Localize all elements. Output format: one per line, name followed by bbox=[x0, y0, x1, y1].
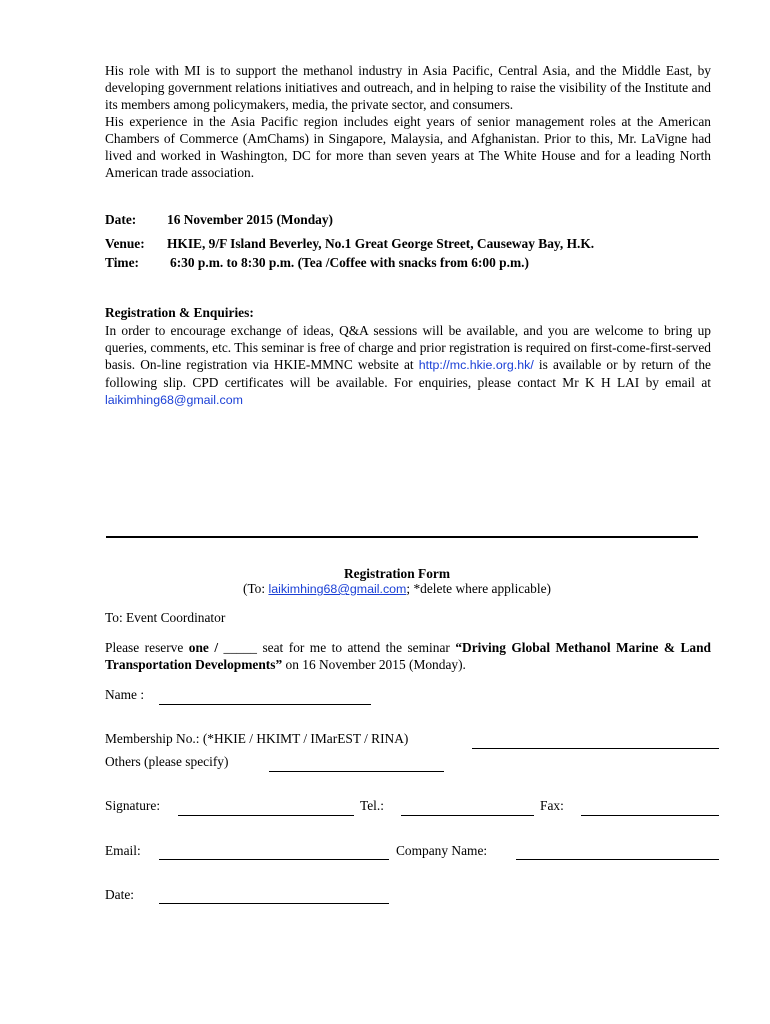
registration-heading: Registration & Enquiries: bbox=[105, 305, 254, 320]
cut-line-divider bbox=[106, 536, 698, 538]
company-name-field[interactable] bbox=[516, 859, 719, 860]
reserve-one: one / bbox=[188, 640, 219, 655]
seminar-title: “Driving Global Methanol Marine & Land Transportation Developments” bbox=[105, 640, 711, 672]
signature-field[interactable] bbox=[178, 815, 354, 816]
venue-value: HKIE, 9/F Island Beverley, No.1 Great George Street, Causeway Bay, H.K. bbox=[167, 236, 595, 251]
reserve-suffix: on 16 November 2015 (Monday). bbox=[282, 657, 466, 672]
fax-label: Fax: bbox=[540, 798, 564, 813]
form-to-suffix: ; *delete where applicable) bbox=[406, 581, 551, 596]
reserve-middle: seat for me to attend the seminar bbox=[257, 640, 456, 655]
reserve-prefix: Please reserve bbox=[105, 640, 189, 655]
others-field[interactable] bbox=[269, 771, 444, 772]
company-label: Company Name: bbox=[396, 843, 488, 858]
form-date-field[interactable] bbox=[159, 903, 389, 904]
coordinator-line: To: Event Coordinator bbox=[105, 610, 226, 625]
registration-text: In order to encourage exchange of ideas, Q&A sessions will be available, and you are welcome to bring up queries, comments, etc. This seminar is free of charge and prior registration is required on first-come-first-served basis. On-line registration via HKIE-MMNC website at bbox=[105, 323, 711, 372]
form-title: Registration Form bbox=[344, 566, 450, 581]
date-value: 16 November 2015 (Monday) bbox=[167, 212, 334, 227]
fax-field[interactable] bbox=[581, 815, 719, 816]
intro-paragraph-1: His role with MI is to support the methanol industry in Asia Pacific, Central Asia, and the Middle East, by developing government relations initiatives and outreach, and in helping to raise the visibility of the Institute and its members among policymakers, media, the private sector, and consumers. bbox=[105, 63, 711, 112]
registration-url-link[interactable]: http://mc.hkie.org.hk/ bbox=[418, 358, 534, 372]
email-label: Email: bbox=[105, 843, 141, 858]
time-value: 6:30 p.m. to 8:30 p.m. (Tea /Coffee with snacks from 6:00 p.m.) bbox=[170, 255, 529, 270]
registration-paragraph bbox=[105, 322, 711, 409]
tel-label: Tel.: bbox=[360, 798, 384, 813]
email-field[interactable] bbox=[159, 859, 389, 860]
signature-label: Signature: bbox=[105, 798, 161, 813]
registration-text-2: is available or by return of the following slip. CPD certificates will be available. For enquiries, please contact Mr K H LAI by email at bbox=[105, 357, 711, 390]
name-label: Name : bbox=[105, 687, 145, 702]
form-email-link[interactable]: laikimhing68@gmail.com bbox=[268, 582, 407, 596]
date-label: Date: bbox=[105, 212, 137, 227]
membership-number-field[interactable] bbox=[472, 748, 719, 749]
others-label: Others (please specify) bbox=[105, 754, 229, 769]
reserve-paragraph bbox=[105, 639, 711, 673]
venue-label: Venue: bbox=[105, 236, 145, 251]
form-to-line bbox=[57, 581, 737, 597]
form-date-label: Date: bbox=[105, 887, 134, 902]
time-label: Time: bbox=[105, 255, 139, 270]
reserve-seat-blank[interactable]: _____ bbox=[223, 640, 257, 655]
intro-paragraph-2: His experience in the Asia Pacific region includes eight years of senior management roles at the American Chambers of Commerce (AmChams) in Singapore, Malaysia, and Afghanistan. Prior to this, Mr. LaVigne had lived and worked in Washington, DC for more than seven years at The White House and for a leading North American trade association. bbox=[105, 114, 711, 180]
form-to-prefix: (To: bbox=[242, 581, 269, 596]
membership-label: Membership No.: (*HKIE / HKIMT / IMarEST / RINA) bbox=[105, 731, 409, 746]
enquiry-email-link[interactable]: laikimhing68@gmail.com bbox=[105, 393, 243, 407]
name-field[interactable] bbox=[159, 704, 371, 705]
tel-field[interactable] bbox=[401, 815, 534, 816]
